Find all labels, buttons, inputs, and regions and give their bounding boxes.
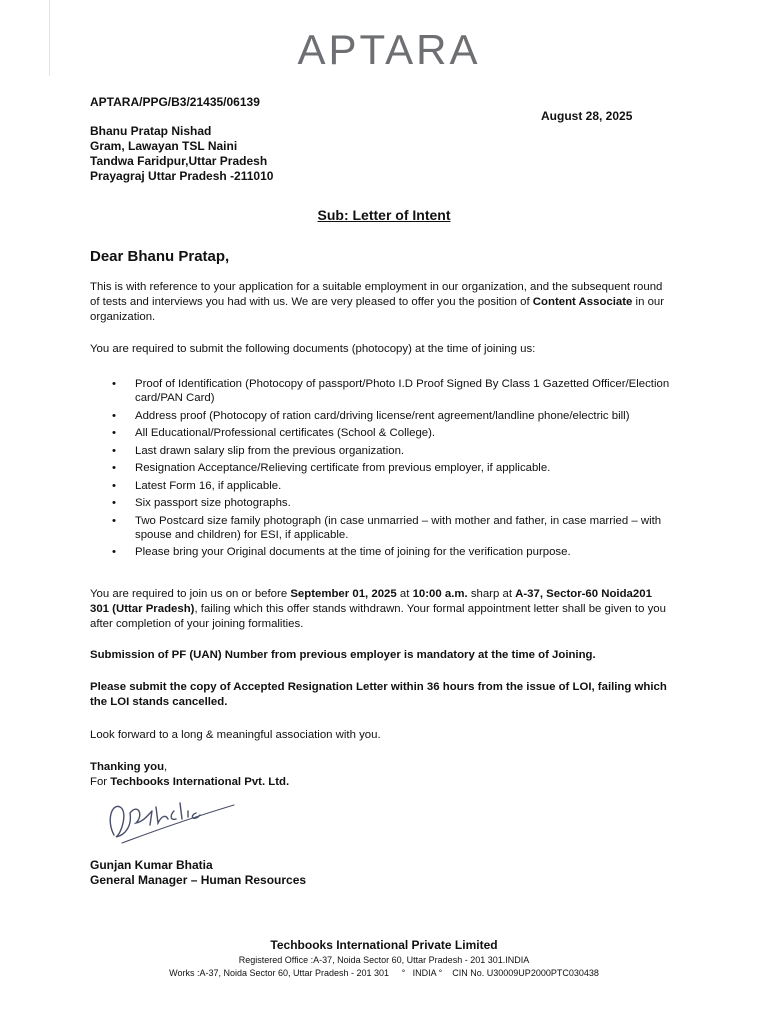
footer-works-address: Works :A-37, Noida Sector 60, Uttar Pradesh - 201 301 ° INDIA ° CIN No. U30009UP2000PTC030438: [169, 968, 599, 978]
comma: ,: [164, 761, 168, 773]
thanking-you: Thanking you: [90, 761, 165, 773]
documents-list: [90, 377, 680, 563]
company-name: Techbooks International Pvt. Ltd.: [110, 776, 290, 788]
list-item: • Six passport size photographs.: [90, 496, 680, 510]
for-label: For: [90, 776, 111, 788]
list-item: • Proof of Identification (Photocopy of passport/Photo I.D Proof Signed By Class 1 Gazetted Officer/Election card/PAN Card): [90, 377, 680, 405]
list-item: • Resignation Acceptance/Relieving certificate from previous employer, if applicable.: [90, 461, 680, 475]
joining-time: 10:00 a.m.: [412, 588, 468, 600]
recipient-line: Tandwa Faridpur,Uttar Pradesh: [90, 154, 268, 168]
joining-date: September 01, 2025: [290, 588, 397, 600]
joining-text: You are required to join us on or before: [90, 588, 291, 600]
resignation-notice: Please submit the copy of Accepted Resignation Letter within 36 hours from the issue of LOI, failing which the LOI stands cancelled.: [90, 681, 667, 708]
intro-text-end: in our organization.: [90, 296, 665, 323]
list-item: • Latest Form 16, if applicable.: [90, 479, 680, 493]
list-item: • Two Postcard size family photograph (in case unmarried – with mother and father, in case married – with spouse and children) for ESI, if applicable.: [90, 514, 680, 542]
greeting: Dear Bhanu Pratap,: [90, 248, 230, 265]
joining-text: sharp at: [467, 588, 516, 600]
company-logo: APTARA: [297, 26, 481, 73]
documents-intro: You are required to submit the following documents (photocopy) at the time of joining us:: [90, 343, 536, 355]
recipient-line: Prayagraj Uttar Pradesh -211010: [90, 169, 274, 183]
recipient-address: [90, 124, 273, 184]
joining-text: at: [396, 588, 413, 600]
footer-registered-office: Registered Office :A-37, Noida Sector 60, Uttar Pradesh - 201 301.INDIA: [238, 955, 530, 965]
joining-location: A-37, Sector-60 Noida201 301 (Uttar Pradesh): [90, 588, 652, 615]
list-item: • All Educational/Professional certificates (School & College).: [90, 426, 680, 440]
list-item: • Last drawn salary slip from the previous organization.: [90, 444, 680, 458]
handwritten-signature: [104, 785, 244, 855]
intro-paragraph: [90, 280, 670, 325]
intro-text: This is with reference to your application for a suitable employment in our organization, and the subsequent round of tests and interviews you had with us. We are very pleased to offer you the position of: [90, 281, 663, 308]
joining-text: , failing which this offer stands withdrawn. Your formal appointment letter shall be given to you after completion of your joining formalities.: [90, 603, 666, 630]
position-title: Content Associate: [532, 296, 633, 308]
recipient-line: Bhanu Pratap Nishad: [90, 124, 212, 138]
reference-number: APTARA/PPG/B3/21435/06139: [90, 95, 260, 109]
pf-notice: Submission of PF (UAN) Number from previous employer is mandatory at the time of Joining.: [90, 649, 596, 661]
letter-date: August 28, 2025: [541, 109, 633, 123]
subject-line: Sub: Letter of Intent: [317, 207, 451, 223]
closing-remark: Look forward to a long & meaningful association with you.: [90, 729, 381, 741]
footer-company: Techbooks International Private Limited: [270, 938, 498, 952]
signer-block: [90, 858, 306, 888]
list-item: • Address proof (Photocopy of ration card/driving license/rent agreement/landline phone/electric bill): [90, 409, 680, 423]
letter-footer: [0, 938, 768, 980]
recipient-line: Gram, Lawayan TSL Naini: [90, 139, 238, 153]
signer-title: General Manager – Human Resources: [90, 873, 307, 887]
list-item: • Please bring your Original documents at the time of joining for the verification purpose.: [90, 545, 680, 559]
signer-name: Gunjan Kumar Bhatia: [90, 858, 213, 872]
joining-paragraph: [90, 587, 670, 632]
